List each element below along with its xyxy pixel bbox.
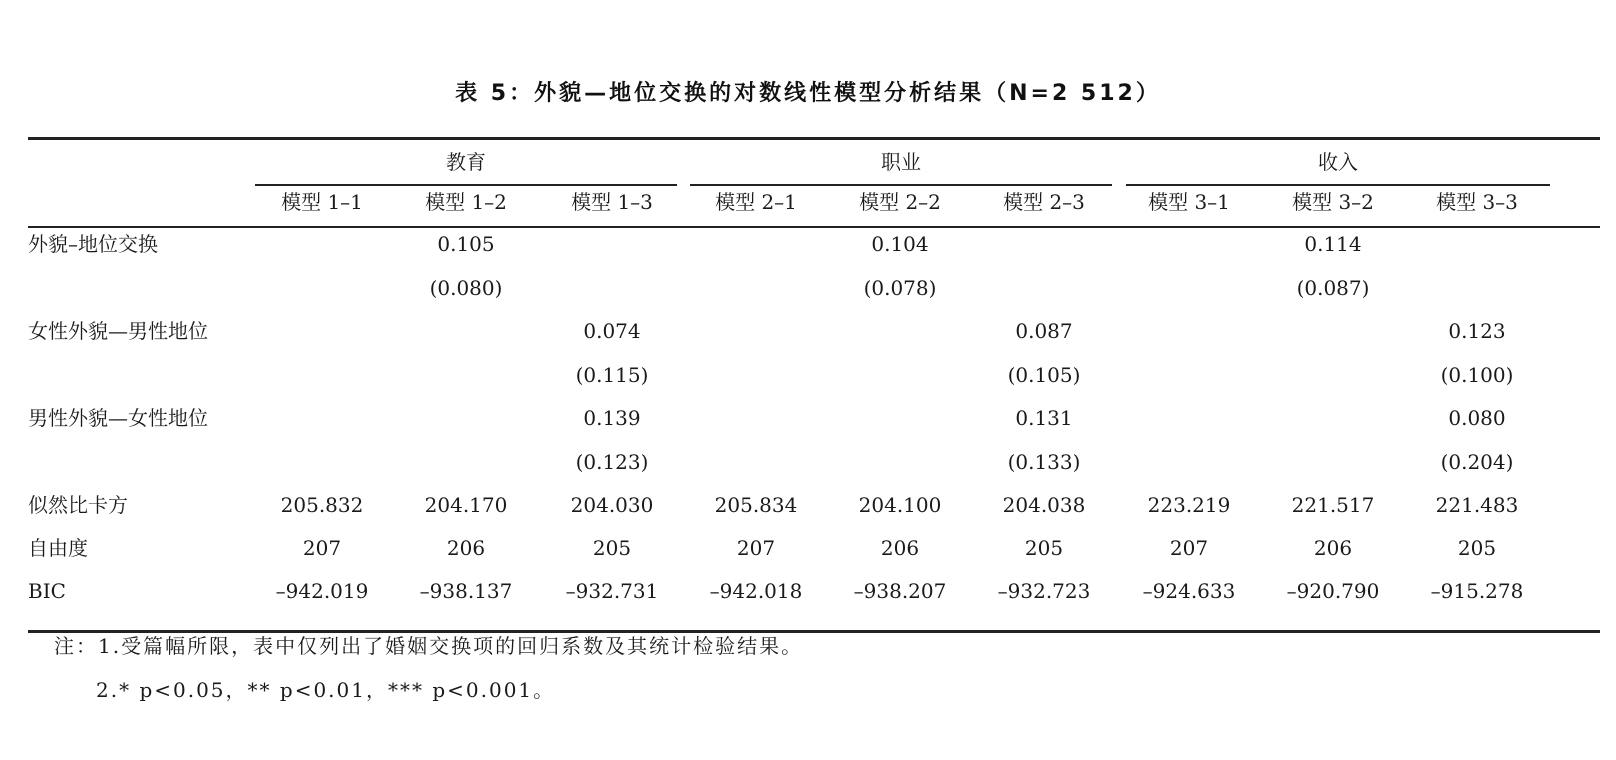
- table-cell: 207: [302, 536, 342, 560]
- table-cell: 207: [1169, 536, 1209, 560]
- table-cell: [681, 442, 831, 482]
- table-cell: [537, 224, 687, 264]
- table-cell: 0.087: [1015, 319, 1073, 343]
- table-cell: [1258, 442, 1408, 482]
- table-cell: 0.114: [1304, 232, 1362, 256]
- table-cell: [1258, 355, 1408, 395]
- table-cell: 223.219: [1147, 493, 1231, 517]
- table-cell: 0.104: [871, 232, 929, 256]
- row-label: 自由度: [28, 536, 88, 560]
- table-cell: (0.080): [429, 276, 503, 300]
- table-cell: 205: [592, 536, 632, 560]
- table-cell: [825, 311, 975, 351]
- table-cell: 0.123: [1448, 319, 1506, 343]
- table-cell: 0.139: [583, 406, 641, 430]
- model-header: 模型 3–3: [1436, 190, 1518, 214]
- table-cell: (0.078): [863, 276, 937, 300]
- model-header: 模型 2–2: [859, 190, 941, 214]
- table-cell: [1114, 311, 1264, 351]
- table-cell: (0.204): [1440, 450, 1514, 474]
- table-cell: –942.018: [709, 579, 803, 603]
- table-cell: [391, 442, 541, 482]
- table-cell: [1402, 224, 1552, 264]
- model-header: 模型 1–1: [281, 190, 363, 214]
- table-cell: 0.074: [583, 319, 641, 343]
- table-cell: [1114, 442, 1264, 482]
- table-cell: 205: [1024, 536, 1064, 560]
- table-cell: [681, 268, 831, 308]
- table-cell: [247, 224, 397, 264]
- table-cell: (0.105): [1007, 363, 1081, 387]
- table-cell: –938.207: [853, 579, 947, 603]
- table-cell: –938.137: [419, 579, 513, 603]
- table-note-1: 注：1.受篇幅所限，表中仅列出了婚姻交换项的回归系数及其统计检验结果。: [54, 634, 804, 658]
- row-label: BIC: [28, 579, 66, 603]
- table-cell: 204.170: [424, 493, 508, 517]
- row-label: 女性外貌—男性地位: [28, 319, 208, 343]
- table-cell: –920.790: [1286, 579, 1380, 603]
- table-cell: (0.123): [575, 450, 649, 474]
- table-cell: [1114, 224, 1264, 264]
- table-cell: 0.131: [1015, 406, 1073, 430]
- group-header-income: 收入: [1318, 150, 1358, 174]
- table-cell: [1258, 398, 1408, 438]
- table-cell: [247, 311, 397, 351]
- table-cell: (0.133): [1007, 450, 1081, 474]
- table-cell: [681, 224, 831, 264]
- model-header: 模型 3–1: [1148, 190, 1230, 214]
- table-cell: [247, 355, 397, 395]
- table-cell: 204.100: [858, 493, 942, 517]
- table-cell: (0.087): [1296, 276, 1370, 300]
- table-cell: [247, 442, 397, 482]
- table-cell: 207: [736, 536, 776, 560]
- table-cell: [681, 398, 831, 438]
- table-cell: –924.633: [1142, 579, 1236, 603]
- table-cell: –932.731: [565, 579, 659, 603]
- table-note-2: 2.* p<0.05，** p<0.01，*** p<0.001。: [96, 678, 556, 702]
- table-cell: [1402, 268, 1552, 308]
- group-header-education: 教育: [446, 150, 486, 174]
- table-cell: [1114, 398, 1264, 438]
- model-header: 模型 2–3: [1003, 190, 1085, 214]
- table-cell: [825, 355, 975, 395]
- table-cell: 221.517: [1291, 493, 1375, 517]
- table-cell: 205.832: [280, 493, 364, 517]
- table-cell: [969, 224, 1119, 264]
- table-cell: 204.030: [570, 493, 654, 517]
- table-cell: [1114, 355, 1264, 395]
- table-caption: 表 5：外貌—地位交换的对数线性模型分析结果（N=2 512）: [455, 81, 1161, 106]
- table-top-rule: [28, 137, 1600, 140]
- table-cell: [537, 268, 687, 308]
- table-cell: 205: [1457, 536, 1497, 560]
- table-cell: [1114, 268, 1264, 308]
- table-cell: [969, 268, 1119, 308]
- table-cell: [247, 268, 397, 308]
- table-cell: (0.115): [575, 363, 649, 387]
- table-cell: –915.278: [1430, 579, 1524, 603]
- table-cell: [681, 355, 831, 395]
- table-cell: 206: [1313, 536, 1353, 560]
- table-cell: [391, 398, 541, 438]
- table-cell: [825, 398, 975, 438]
- model-header: 模型 1–3: [571, 190, 653, 214]
- model-header: 模型 2–1: [715, 190, 797, 214]
- row-label: 男性外貌—女性地位: [28, 406, 208, 430]
- table-cell: 0.080: [1448, 406, 1506, 430]
- table-cell: –932.723: [997, 579, 1091, 603]
- table-cell: [391, 355, 541, 395]
- table-cell: –942.019: [275, 579, 369, 603]
- group-header-occupation: 职业: [881, 150, 921, 174]
- row-label: 外貌–地位交换: [28, 232, 158, 256]
- model-header: 模型 3–2: [1292, 190, 1374, 214]
- table-cell: 206: [446, 536, 486, 560]
- table-cell: [825, 442, 975, 482]
- table-cell: [247, 398, 397, 438]
- table-cell: 0.105: [437, 232, 495, 256]
- table-cell: (0.100): [1440, 363, 1514, 387]
- table-cell: [391, 311, 541, 351]
- row-label: 似然比卡方: [28, 493, 128, 517]
- table-cell: 204.038: [1002, 493, 1086, 517]
- model-header: 模型 1–2: [425, 190, 507, 214]
- table-cell: 206: [880, 536, 920, 560]
- table-cell: 205.834: [714, 493, 798, 517]
- table-cell: 221.483: [1435, 493, 1519, 517]
- table-cell: [1258, 311, 1408, 351]
- table-cell: [681, 311, 831, 351]
